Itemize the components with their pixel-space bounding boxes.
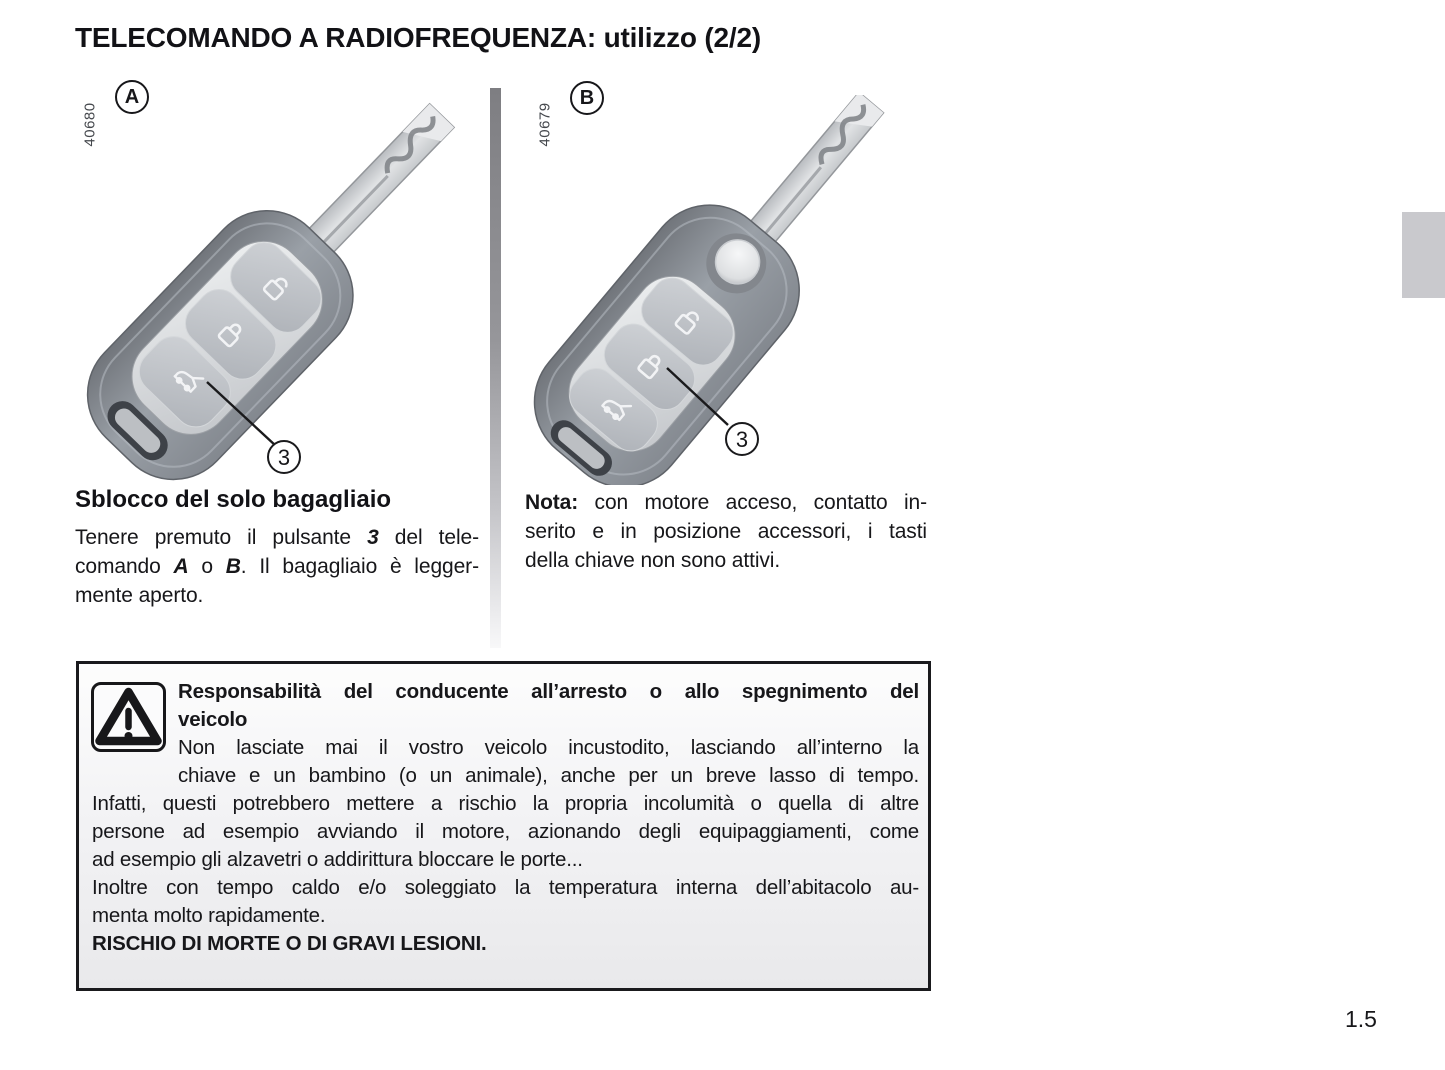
warning-box	[76, 661, 931, 991]
key-a-illustration	[85, 95, 485, 485]
page-title: TELECOMANDO A RADIOFREQUENZA: utilizzo (2/2)	[75, 22, 761, 53]
text-line: RISCHIO DI MORTE O DI GRAVI LESIONI.	[92, 932, 487, 955]
warning-body	[92, 678, 919, 958]
text-line: menta molto rapidamente.	[92, 904, 326, 927]
key-b-illustration	[530, 95, 930, 485]
text-line: Nota: con motore acceso, contatto in-	[525, 491, 927, 514]
text-line: mente aperto.	[75, 584, 204, 607]
text-line: ad esempio gli alzavetri o addirittura bloccare le porte...	[92, 848, 583, 871]
text-line: Non lasciate mai il vostro veicolo incustodito, lasciando all’interno la	[178, 736, 919, 759]
section-nota	[525, 488, 927, 575]
photo-id-a: 40680	[81, 102, 99, 147]
text-line: chiave e un bambino (o un animale), anche per un breve lasso di tempo.	[178, 764, 919, 787]
nota-body	[525, 488, 927, 575]
section-body	[75, 523, 479, 610]
photo-id-b: 40679	[536, 102, 554, 147]
text-line: Tenere premuto il pulsante 3 del tele-	[75, 526, 479, 549]
chapter-side-tab	[1402, 212, 1445, 298]
text-line: comando A o B. Il bagagliaio è legger-	[75, 555, 479, 578]
text-line: della chiave non sono attivi.	[525, 549, 781, 572]
text-line: Infatti, questi potrebbero mettere a rischio la propria incolumità o quella di altre	[92, 792, 919, 815]
page-number: 1.5	[1345, 1006, 1377, 1032]
section-heading: Sblocco del solo bagagliaio	[75, 486, 392, 513]
text-line: veicolo	[178, 708, 248, 731]
text-line: serito e in posizione accessori, i tasti	[525, 520, 927, 543]
figure-label-b: B	[570, 81, 604, 115]
text-line: Inoltre con tempo caldo e/o soleggiato la temperatura interna dell’abitacolo au-	[92, 876, 919, 899]
key-b-body	[530, 95, 930, 485]
key-a-body	[85, 95, 485, 485]
callout-number-a: 3	[277, 445, 291, 470]
warning-triangle-icon	[91, 682, 166, 752]
text-line: Responsabilità del conducente all’arresto o allo spegnimento del	[178, 680, 919, 703]
callout-number-b: 3	[735, 427, 749, 452]
column-divider	[490, 88, 501, 648]
section-unlock-trunk	[75, 486, 479, 610]
text-line: persone ad esempio avviando il motore, azionando degli equipaggiamenti, come	[92, 820, 919, 843]
figure-label-a: A	[115, 80, 149, 114]
